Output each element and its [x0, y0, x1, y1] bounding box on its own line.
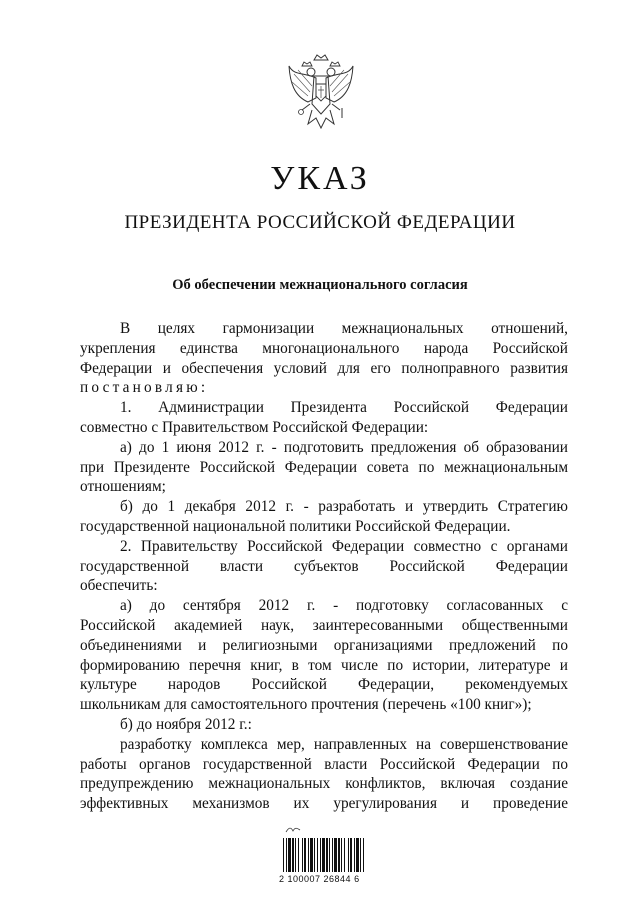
text-line: В целях гармонизации межнациональных отношений,	[120, 320, 568, 337]
text-line: постановляю:	[80, 379, 209, 397]
text-line: 1. Администрации Президента Российской Федерации	[120, 399, 568, 417]
text-line: разработку комплекса мер, направленных на совершенствование	[120, 735, 568, 753]
paragraph	[80, 735, 568, 814]
document-subtitle: ПРЕЗИДЕНТА РОССИЙСКОЙ ФЕДЕРАЦИИ	[124, 212, 516, 233]
document-title: УКАЗ	[270, 160, 370, 197]
document-heading: Об обеспечении межнационального согласия	[172, 277, 468, 293]
paragraph	[80, 398, 568, 438]
text-line: обеспечить:	[80, 577, 158, 595]
text-line: 2. Правительству Российской Федерации совместно с органами	[120, 537, 568, 555]
text-line: объединениями и религиозными организациями предложений по	[80, 636, 568, 654]
paragraph	[80, 596, 568, 715]
paragraph	[80, 715, 568, 735]
paragraph	[80, 537, 568, 596]
text-line: формированию перечня книг, в том числе по истории, литературе и	[80, 656, 568, 674]
text-line: предупреждению межнациональных конфликтов, включая создание	[80, 775, 568, 793]
document-body	[80, 319, 568, 814]
text-line: совместно с Правительством Российской Федерации:	[80, 418, 429, 436]
text-line: б) до ноября 2012 г.:	[120, 715, 252, 733]
coat-of-arms-icon	[286, 52, 356, 138]
text-line: а) до 1 июня 2012 г. - подготовить предложения об образовании	[120, 438, 568, 456]
barcode-number: 2 100007 26844 6	[279, 874, 360, 884]
text-line: б) до 1 декабря 2012 г. - разработать и утвердить Стратегию	[120, 498, 568, 516]
text-line: а) до сентября 2012 г. - подготовку согласованных с	[120, 597, 568, 615]
paragraph	[80, 438, 568, 497]
text-line: культуре народов Российской Федерации, рекомендуемых	[80, 676, 568, 694]
text-line: государственной власти субъектов Российской Федерации	[80, 557, 568, 575]
text-line: при Президенте Российской Федерации совета по межнациональным	[80, 458, 568, 476]
paragraph	[80, 497, 568, 537]
text-line: работы органов государственной власти Российской Федерации по	[80, 755, 568, 773]
text-line: эффективных механизмов их урегулирования и проведение	[80, 795, 568, 813]
barcode-icon	[282, 838, 368, 872]
text-line: Российской академией наук, заинтересованными общественными	[80, 616, 568, 634]
text-line: укрепления единства многонационального народа Российской	[80, 339, 568, 357]
text-line: государственной национальной политики Российской Федерации.	[80, 517, 511, 535]
text-line: отношениям;	[80, 478, 166, 496]
text-line: школьникам для самостоятельного прочтения (перечень «100 книг»);	[80, 696, 532, 714]
paragraph	[80, 319, 568, 398]
registration-mark-icon	[285, 826, 301, 834]
text-line: Федерации и обеспечения условий для его полноправного развития	[80, 359, 568, 377]
